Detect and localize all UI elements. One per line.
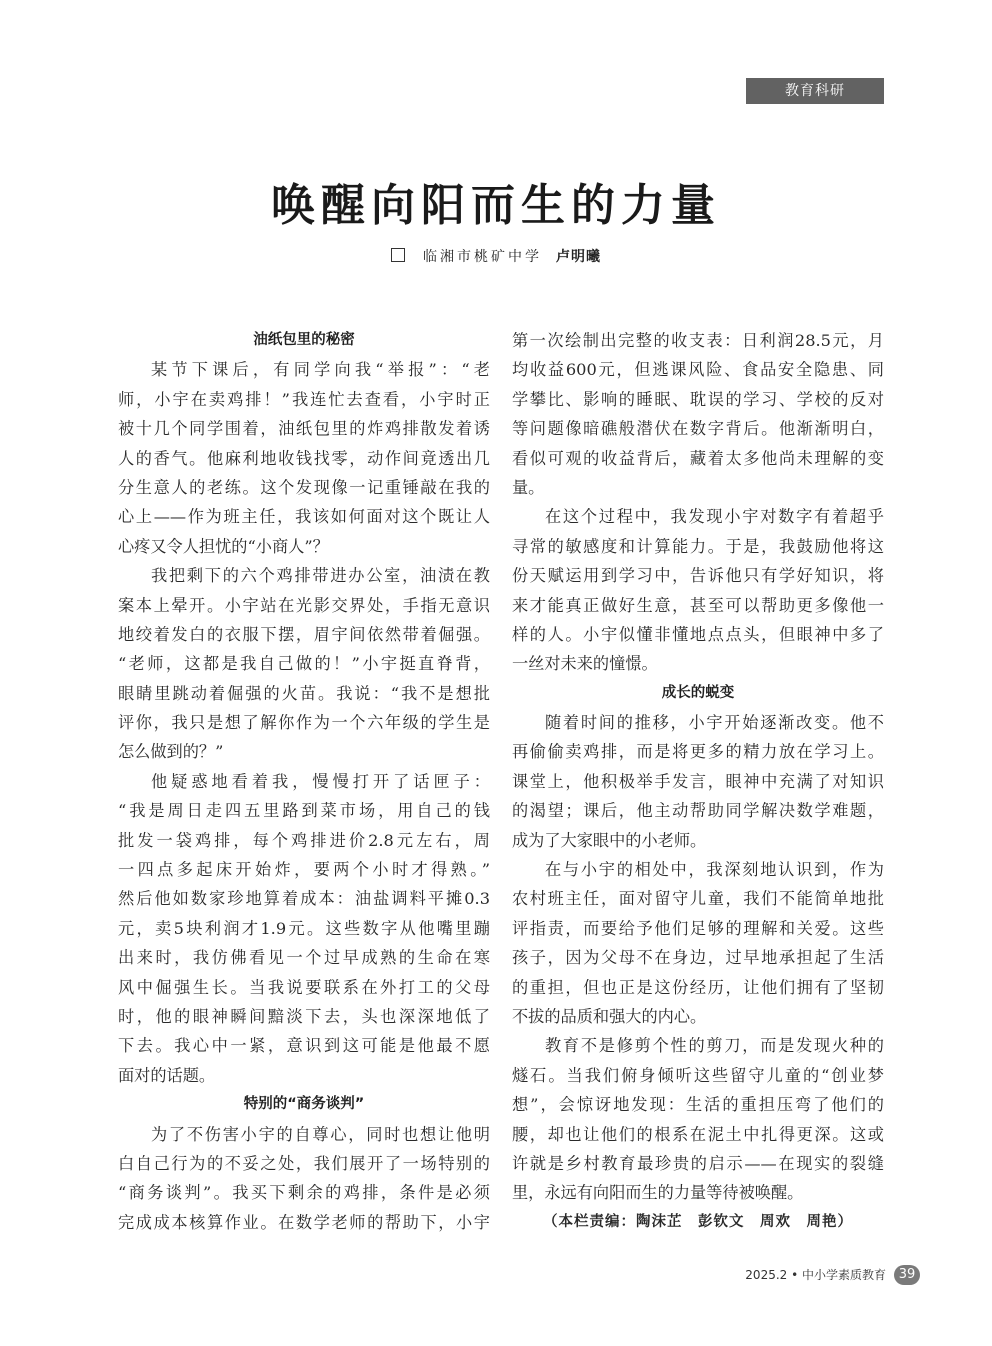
- text-line: 我把剩下的六个鸡排带进办公室，油渍在教: [151, 566, 490, 586]
- text-line: 孩子，因为父母不在身边，过早地承担起了生活: [512, 948, 884, 968]
- text-line: 案本上晕开。小宇站在光影交界处，手指无意识: [118, 595, 490, 615]
- byline: [0, 246, 992, 268]
- text-line: 份天赋运用到学习中，告诉他只有学好知识，将: [512, 566, 884, 586]
- text-line: 想”，会惊讶地发现：生活的重担压弯了他们的: [512, 1095, 884, 1115]
- text-line: 眼睛里跳动着倔强的火苗。我说：“我不是想批: [118, 683, 490, 703]
- text-line: 等问题像暗礁般潜伏在数字背后。他渐渐明白，: [512, 419, 884, 439]
- text-line: 第一次绘制出完整的收支表：日利润28.5元，月: [512, 331, 884, 350]
- right-column: [512, 326, 884, 1237]
- text-line: 看似可观的收益背后，藏着太多他尚未理解的变: [512, 448, 884, 468]
- text-line: 农村班主任，面对留守儿童，我们不能简单地批: [512, 889, 884, 909]
- text-line: 随着时间的推移，小宇开始逐渐改变。他不: [545, 713, 884, 733]
- text-line: 里，永远有向阳而生的力量等待被唤醒。: [512, 1183, 804, 1203]
- text-line: 心疼又令人担忧的“小商人”？: [118, 536, 329, 556]
- text-line: 量。: [512, 477, 545, 497]
- text-line: 成为了大家眼中的小老师。: [512, 830, 707, 850]
- left-column: [118, 326, 490, 1237]
- text-line: 样的人。小宇似懂非懂地点点头，但眼神中多了: [512, 624, 884, 644]
- text-line: 下去。我心中一紧，意识到这可能是他最不愿: [118, 1036, 490, 1056]
- text-line: 面对的话题。: [118, 1065, 216, 1085]
- author-school: 临湘市桃矿中学: [423, 249, 542, 265]
- text-line: 元，卖5块利润才1.9元。这些数字从他嘴里蹦: [118, 918, 490, 938]
- section-heading: 特别的“商务谈判”: [243, 1096, 365, 1113]
- text-line: 然后他如数家珍地算着成本：油盐调料平摊0.3: [118, 889, 490, 909]
- text-line: 在这个过程中，我发现小宇对数字有着超乎: [545, 507, 884, 527]
- square-icon: [391, 248, 405, 262]
- text-line: 怎么做到的？”: [118, 742, 224, 762]
- text-line: 不拔的品质和强大的内心。: [512, 1006, 707, 1026]
- text-line: 腰，却也让他们的根系在泥土中扎得更深。这或: [512, 1124, 884, 1144]
- text-line: 白自己行为的不妥之处，我们展开了一场特别的: [118, 1153, 490, 1173]
- text-line: 某节下课后，有同学向我“举报”：“老: [151, 360, 490, 380]
- article-title: 唤醒向阳而生的力量: [271, 180, 721, 231]
- text-line: 批发一袋鸡排，每个鸡排进价2.8元左右，周: [118, 830, 490, 850]
- text-line: 出来时，我仿佛看见一个过早成熟的生命在寒: [118, 948, 490, 968]
- text-line: 一丝对未来的憧憬。: [512, 654, 658, 674]
- text-line: 完成成本核算作业。在数学老师的帮助下，小宇: [118, 1212, 490, 1232]
- text-line: 人的香气。他麻利地收钱找零，动作间竟透出几: [118, 448, 490, 468]
- text-line: 教育不是修剪个性的剪刀，而是发现火种的: [545, 1036, 884, 1056]
- text-line: 一四点多起床开始炸，要两个小时才得熟。”: [118, 860, 490, 880]
- text-line: 学攀比、影响的睡眠、耽误的学习、学校的反对: [512, 389, 884, 409]
- text-line: 燧石。当我们俯身倾听这些留守儿童的“创业梦: [512, 1065, 884, 1085]
- text-line: 地绞着发白的衣服下摆，眉宇间依然带着倔强。: [118, 624, 490, 644]
- section-heading: 油纸包里的秘密: [253, 332, 355, 348]
- text-line: 的重担，但也正是这份经历，让他们拥有了坚韧: [512, 977, 884, 997]
- text-line: 师，小宇在卖鸡排！”我连忙去查看，小宇时正: [118, 389, 490, 409]
- author-name: 卢明曦: [556, 249, 601, 265]
- section-heading: 成长的蜕变: [661, 684, 735, 701]
- text-line: 许就是乡村教育最珍贵的启示——在现实的裂缝: [512, 1153, 884, 1173]
- text-line: 心上——作为班主任，我该如何面对这个既让人: [118, 507, 490, 527]
- text-line: 的渴望；课后，他主动帮助同学解决数学难题，: [512, 801, 884, 821]
- text-line: 再偷偷卖鸡排，而是将更多的精力放在学习上。: [512, 742, 884, 762]
- page-footer: [720, 1264, 920, 1286]
- text-line: 评你，我只是想了解你作为一个六年级的学生是: [118, 713, 490, 733]
- text-line: 课堂上，他积极举手发言，眼神中充满了对知识: [512, 771, 884, 791]
- text-line: 来才能真正做好生意，甚至可以帮助更多像他一: [512, 595, 884, 615]
- text-line: 分生意人的老练。这个发现像一记重锤敲在我的: [118, 477, 490, 497]
- page-number: 39: [894, 1265, 920, 1285]
- editor-credit: （本栏责编：陶沫芷 彭钦文 周欢 周艳）: [543, 1213, 853, 1230]
- text-line: 风中倔强生长。当我说要联系在外打工的父母: [118, 977, 490, 997]
- text-line: 均收益600元，但逃课风险、食品安全隐患、同: [512, 360, 884, 380]
- text-line: 为了不伤害小宇的自尊心，同时也想让他明: [151, 1124, 490, 1144]
- text-line: “我是周日走四五里路到菜市场，用自己的钱: [118, 801, 490, 821]
- text-line: “商务谈判”。我买下剩余的鸡排，条件是必须: [118, 1183, 490, 1203]
- issue-info: 2025.2 • 中小学素质教育: [745, 1268, 886, 1282]
- text-line: “老师，这都是我自己做的！”小宇挺直脊背，: [118, 654, 490, 674]
- text-line: 他疑惑地看着我，慢慢打开了话匣子：: [151, 771, 490, 791]
- text-line: 寻常的敏感度和计算能力。于是，我鼓励他将这: [512, 536, 884, 556]
- text-line: 时，他的眼神瞬间黯淡下去，头也深深地低了: [118, 1006, 490, 1026]
- section-tag: 教育科研: [746, 78, 884, 104]
- text-line: 评指责，而要给予他们足够的理解和关爱。这些: [512, 918, 884, 938]
- text-line: 被十几个同学围着，油纸包里的炸鸡排散发着诱: [118, 419, 490, 439]
- text-line: 在与小宇的相处中，我深刻地认识到，作为: [545, 860, 884, 880]
